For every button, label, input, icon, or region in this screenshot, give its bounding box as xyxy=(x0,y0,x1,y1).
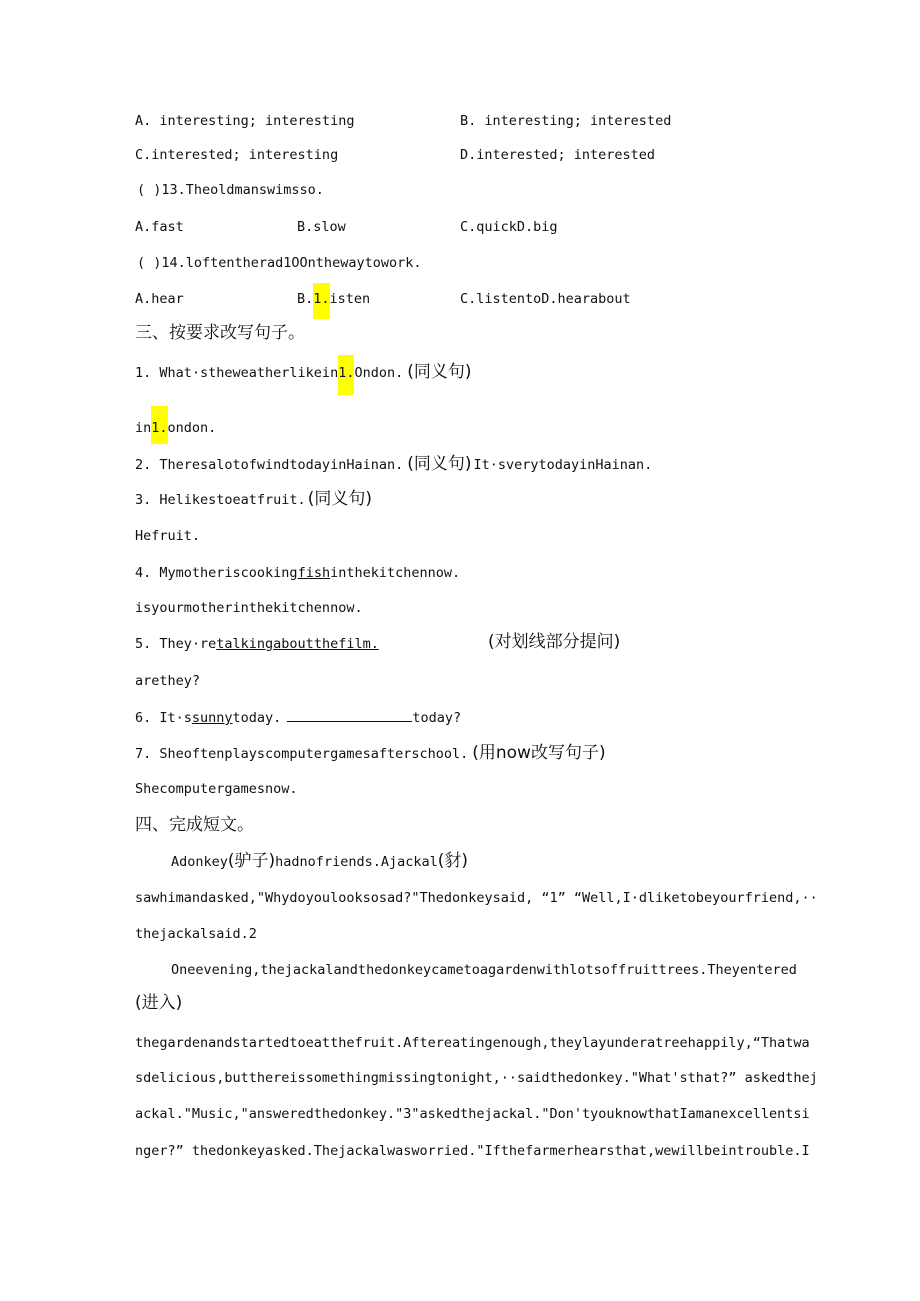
passage-line-1-b-zh: (豺) xyxy=(437,851,468,871)
q14-option-cd: C.listentoD.hearabout xyxy=(460,291,631,307)
s3-item7-text: 7. Sheoftenplayscomputergamesafterschool. xyxy=(135,746,469,762)
s3-answer5: arethey? xyxy=(135,673,201,689)
s3-answer4: isyourmotherinthekitchennow. xyxy=(135,600,363,616)
passage-line-1 xyxy=(171,851,468,872)
q14-option-a: A.hear xyxy=(135,291,184,307)
s3-item1 xyxy=(135,362,472,395)
q13-option-cd: C.quickD.big xyxy=(460,219,558,235)
s3-item6-underlined: sunny xyxy=(191,710,233,726)
passage-line-1-b: hadnofriends.Ajackal xyxy=(275,854,438,870)
s3-item6-blank xyxy=(287,707,412,722)
q14-option-b xyxy=(297,289,370,319)
s3-item6-pre: 6. It·s xyxy=(135,710,192,726)
s3-item2-text: 2. TheresalotofwindtodayinHainan. xyxy=(135,457,404,473)
s3-item7 xyxy=(135,743,606,764)
q12-option-a: A. interesting; interesting xyxy=(135,113,355,129)
passage-line-3: thejackalsaid.2 xyxy=(135,926,257,942)
s3-item2-note: (同义句) xyxy=(407,454,472,474)
q13-option-a: A.fast xyxy=(135,219,184,235)
q13-stem: ( )13.Theoldmanswimsso. xyxy=(137,182,324,198)
s3-item5-pre: 5. They·re xyxy=(135,636,217,652)
s3-item3-note: (同义句) xyxy=(307,489,372,509)
q12-option-c: C.interested; interesting xyxy=(135,147,339,163)
s3-item4-pre: 4. Mymotheriscooking xyxy=(135,565,298,581)
q12-option-b: B. interesting; interested xyxy=(460,113,672,129)
s3-answer1-post: ondon. xyxy=(167,420,217,436)
q13-option-b: B.slow xyxy=(297,219,346,235)
s3-item3-text: 3. Helikestoeatfruit. xyxy=(135,492,306,508)
s3-item6 xyxy=(135,707,461,728)
s3-item5-underlined: talkingaboutthefilm. xyxy=(216,636,379,652)
s3-item4-underlined: fish xyxy=(297,565,331,581)
s3-item3 xyxy=(135,489,372,510)
s3-item2 xyxy=(135,454,652,475)
passage-line-5: thegardenandstartedtoeatthefruit.Aftereatingenough,theylayunderatreehappily,“Thatwa xyxy=(135,1035,810,1051)
s3-item1-post: Ondon. xyxy=(354,365,404,381)
passage-line-8: nger?” thedonkeyasked.Thejackalwasworried."Ifthefarmerhearsthat,wewillbeintrouble.I xyxy=(135,1143,810,1159)
s3-answer3: Hefruit. xyxy=(135,528,201,544)
s3-item1-highlight: 1. xyxy=(338,355,354,395)
q12-option-d: D.interested; interested xyxy=(460,147,656,163)
s3-item4-post: inthekitchennow. xyxy=(330,565,461,581)
q14-highlight: 1. xyxy=(313,283,329,319)
s3-item1-note: (同义句) xyxy=(407,362,472,382)
s3-item6-post: today? xyxy=(412,710,462,726)
s3-item6-mid: today. xyxy=(232,710,282,726)
s3-answer1-highlight: 1. xyxy=(151,406,167,444)
s3-item5-note: (对划线部分提问) xyxy=(488,632,621,652)
passage-line-4-zh: (进入) xyxy=(135,993,183,1013)
s3-item2-tail: It·sverytodayinHainan. xyxy=(473,457,653,473)
s3-item4 xyxy=(135,563,460,583)
s3-item1-pre: 1. What·stheweatherlikein xyxy=(135,365,339,381)
passage-line-1-a: Adonkey xyxy=(171,854,228,870)
passage-line-6: sdelicious,butthereissomethingmissingtonight,··saidthedonkey."What'sthat?” askedthej xyxy=(135,1070,818,1086)
s3-item5 xyxy=(135,634,379,654)
s3-answer1 xyxy=(135,418,216,444)
s3-item7-note: (用now改写句子) xyxy=(472,743,606,763)
passage-line-1-a-zh: (驴子) xyxy=(227,851,276,871)
section3-title: 三、按要求改写句子。 xyxy=(135,323,305,343)
passage-line-4: Oneevening,thejackalandthedonkeycametoagardenwithlotsoffruittrees.Theyentered xyxy=(171,962,797,978)
section4-title: 四、完成短文。 xyxy=(135,815,254,835)
s3-answer1-pre: in xyxy=(135,420,152,436)
passage-line-2: sawhimandasked,"Whydoyoulooksosad?"Thedonkeysaid, “1” “Well,I·dliketobeyourfriend,·· xyxy=(135,890,818,906)
q14-option-b-rest: isten xyxy=(329,291,371,307)
q14-option-b-prefix: B. xyxy=(297,291,314,307)
passage-line-7: ackal."Music,"answeredthedonkey."3"askedthejackal."Don'tyouknowthatIamanexcellentsi xyxy=(135,1106,810,1122)
s3-answer7: Shecomputergamesnow. xyxy=(135,781,298,797)
q14-stem: ( )14.loftentherad1OOnthewaytowork. xyxy=(137,255,422,271)
